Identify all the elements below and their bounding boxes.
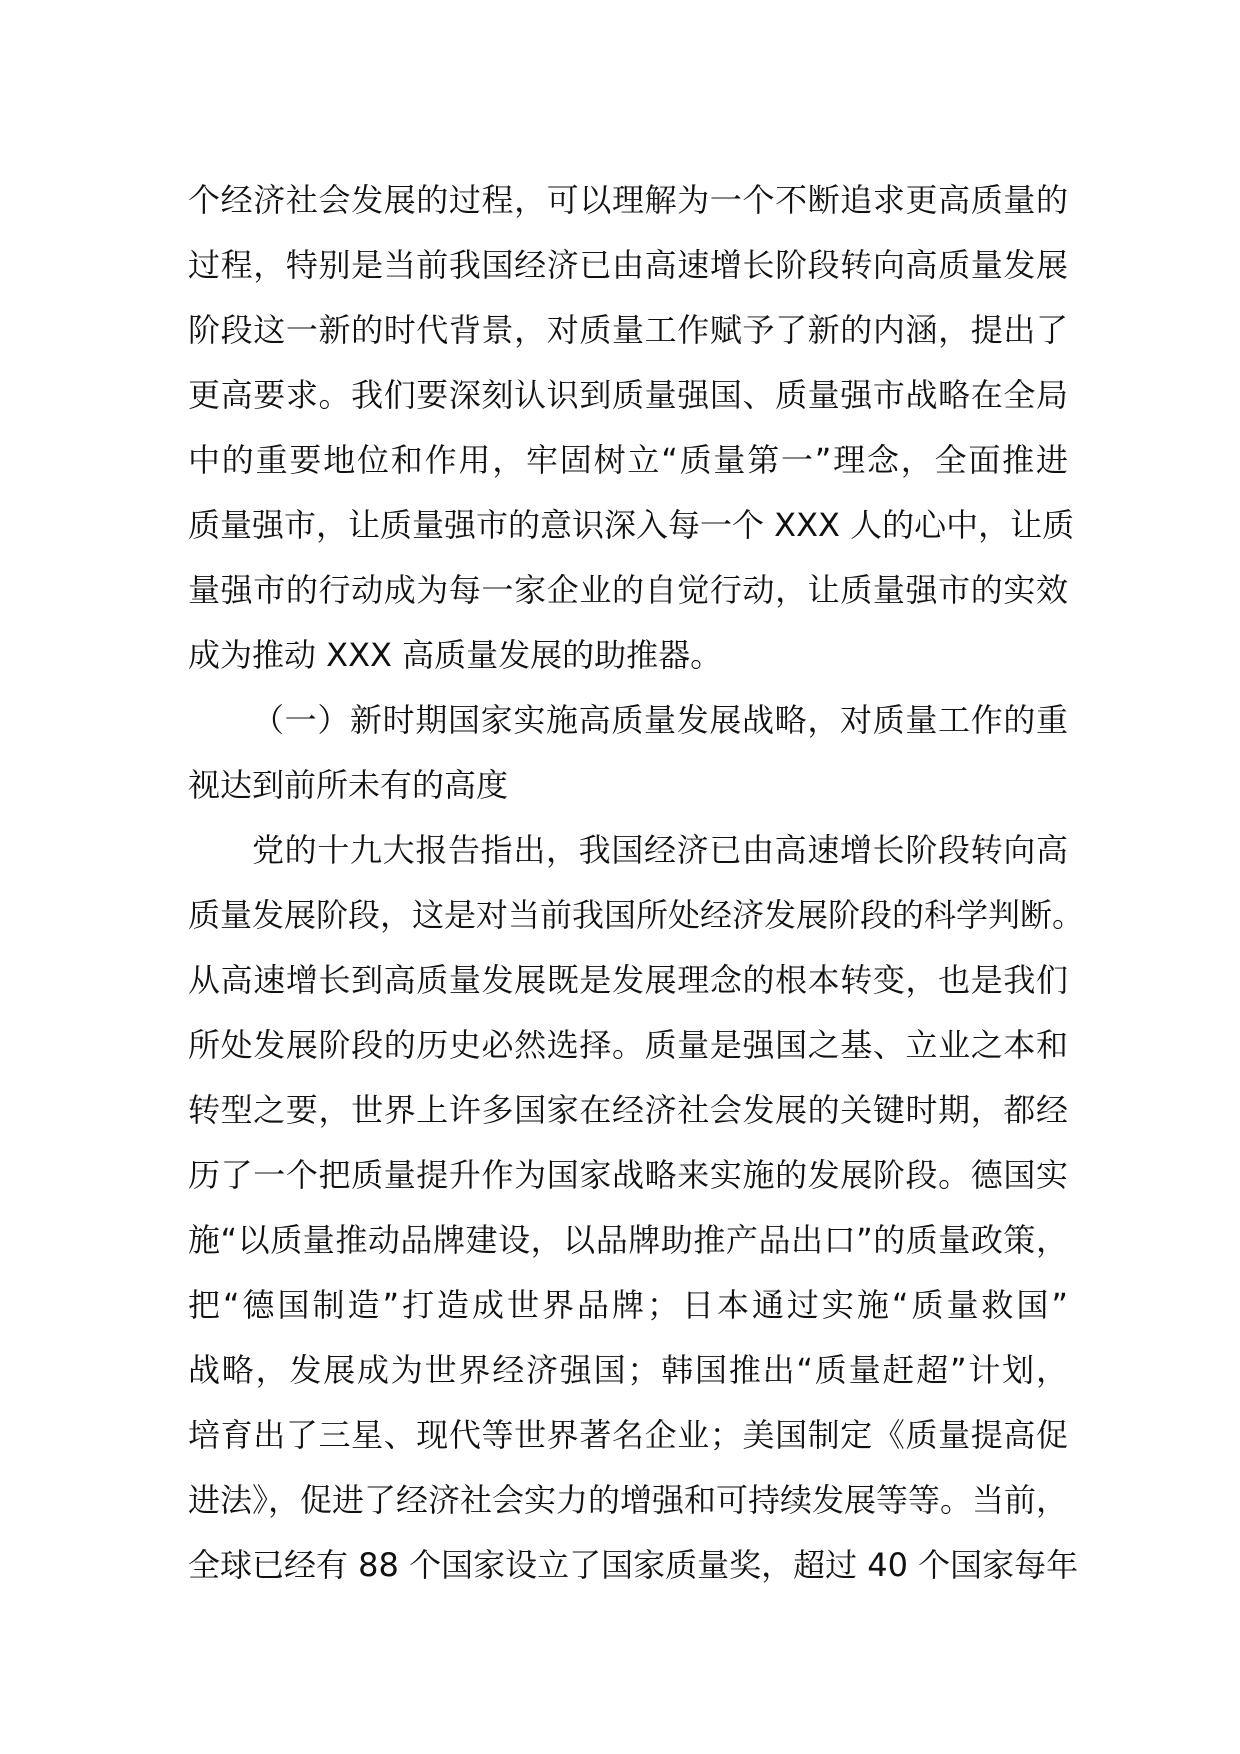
section-heading: （一）新时期国家实施高质量发展战略，对质量工作的重 <box>252 701 1068 739</box>
section-heading-continued: 视达到前所未有的高度 <box>188 766 509 804</box>
text-line: 质量强市，让质量强市的意识深入每一个 XXX 人的心中，让质 <box>188 506 1075 544</box>
text-line: 施“以质量推动品牌建设，以品牌助推产品出口”的质量政策， <box>188 1221 1068 1259</box>
text-line: 质量发展阶段，这是对当前我国所处经济发展阶段的科学判断。 <box>188 896 1085 934</box>
text-line: 把“德国制造”打造成世界品牌；日本通过实施“质量救国” <box>188 1286 1068 1324</box>
text-line: 培育出了三星、现代等世界著名企业；美国制定《质量提高促 <box>188 1416 1068 1454</box>
document-body <box>188 168 1085 1598</box>
text-line: 中的重要地位和作用，牢固树立“质量第一”理念，全面推进 <box>188 441 1068 479</box>
text-line: 战略，发展成为世界经济强国；韩国推出“质量赶超”计划， <box>188 1351 1068 1389</box>
text-line: 过程，特别是当前我国经济已由高速增长阶段转向高质量发展 <box>188 246 1068 284</box>
text-line: 量强市的行动成为每一家企业的自觉行动，让质量强市的实效 <box>188 571 1068 609</box>
text-line: 个经济社会发展的过程，可以理解为一个不断追求更高质量的 <box>188 181 1068 219</box>
text-line: 转型之要，世界上许多国家在经济社会发展的关键时期，都经 <box>188 1091 1068 1129</box>
text-line: 成为推动 XXX 高质量发展的助推器。 <box>188 636 723 674</box>
paragraph-first-line: 党的十九大报告指出，我国经济已由高速增长阶段转向高 <box>252 831 1068 869</box>
text-line: 进法》，促进了经济社会实力的增强和可持续发展等等。当前， <box>188 1481 1069 1519</box>
text-line: 阶段这一新的时代背景，对质量工作赋予了新的内涵，提出了 <box>188 311 1068 349</box>
text-line: 全球已经有 88 个国家设立了国家质量奖，超过 40 个国家每年 <box>188 1546 1079 1584</box>
text-line: 历了一个把质量提升作为国家战略来实施的发展阶段。德国实 <box>188 1156 1068 1194</box>
text-line: 更高要求。我们要深刻认识到质量强国、质量强市战略在全局 <box>188 376 1068 414</box>
text-line: 所处发展阶段的历史必然选择。质量是强国之基、立业之本和 <box>188 1026 1068 1064</box>
text-line: 从高速增长到高质量发展既是发展理念的根本转变，也是我们 <box>188 961 1068 999</box>
